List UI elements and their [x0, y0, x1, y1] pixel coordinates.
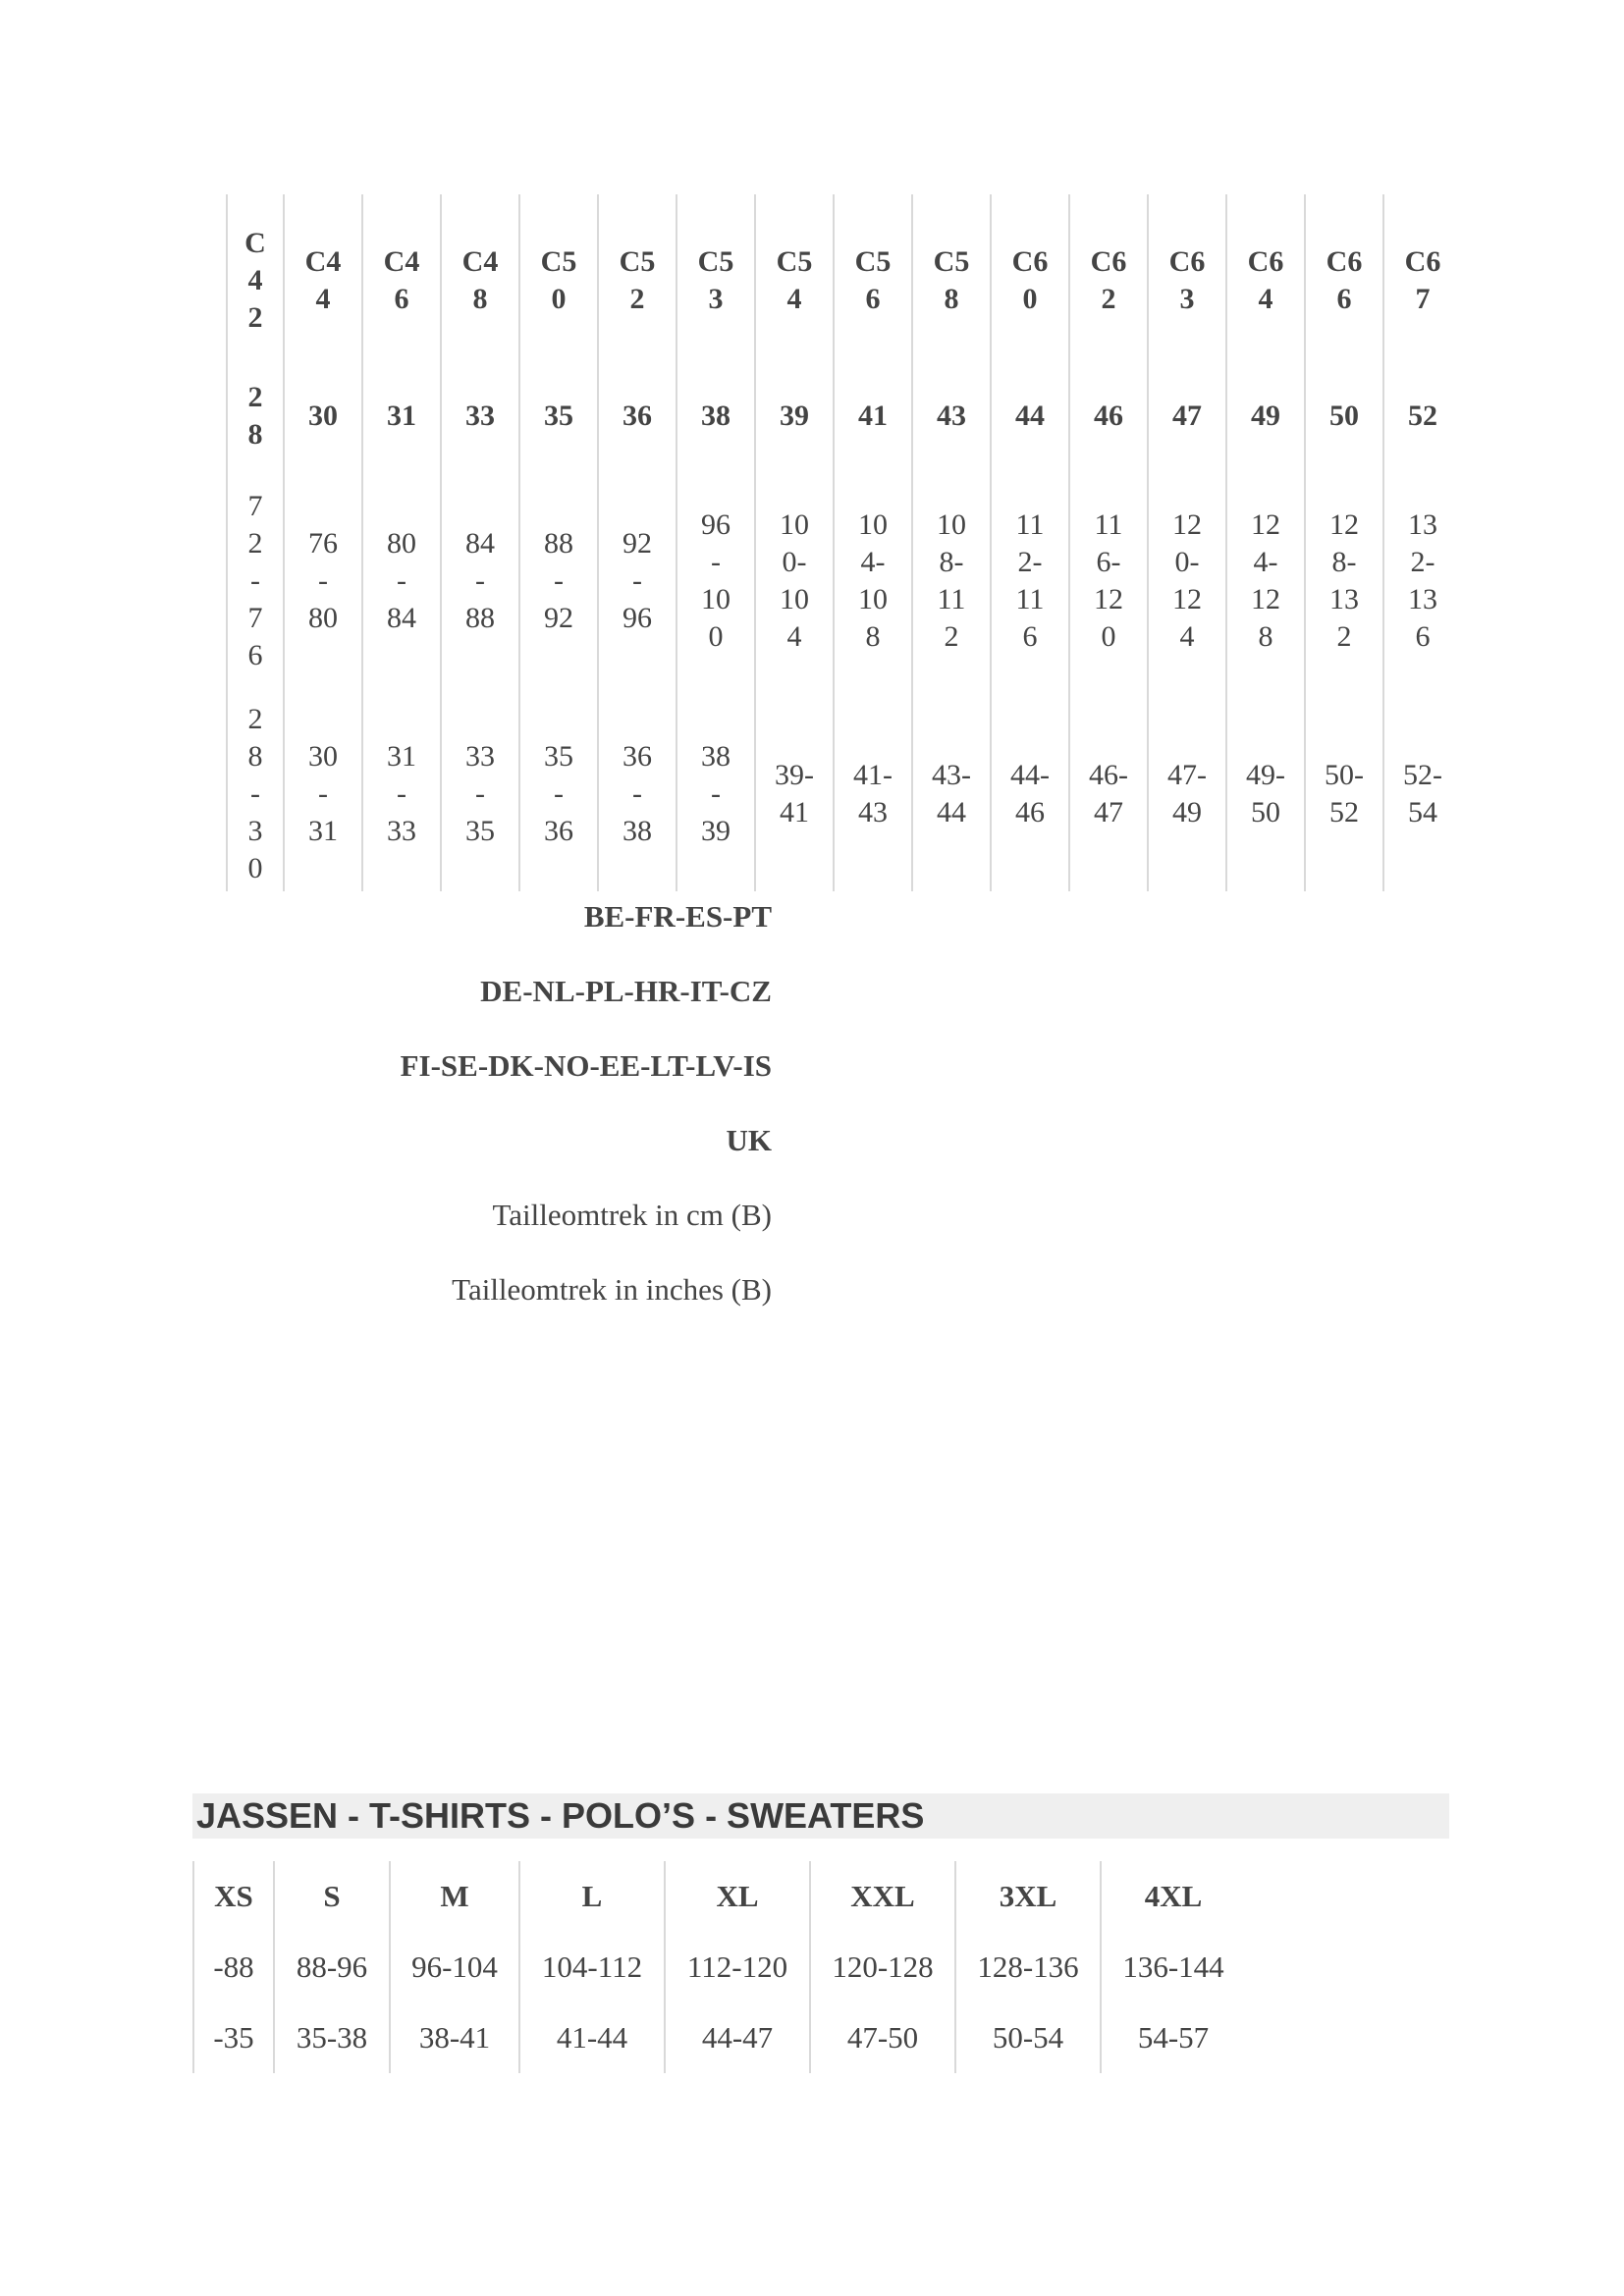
- size-cell: [912, 367, 991, 465]
- size-cell-text: 41- 43: [853, 759, 893, 828]
- size-cell: [991, 367, 1069, 465]
- jacket-size-table: [192, 1861, 1245, 2073]
- size-cell-text: 44: [1015, 400, 1045, 432]
- size-cell-text: C5 0: [540, 245, 577, 315]
- jacket-cell: 41-44: [519, 2002, 665, 2073]
- size-cell-text: C6 3: [1168, 245, 1206, 315]
- row-label-list: [295, 898, 772, 1346]
- size-cell: [598, 367, 677, 465]
- size-row-cm: [227, 465, 1461, 697]
- size-cell-text: 2 8: [247, 381, 263, 451]
- size-cell-text: 38 - 39: [701, 740, 731, 847]
- jacket-size-header: XL: [665, 1861, 810, 1932]
- size-cell: [227, 367, 284, 465]
- size-cell: [1383, 367, 1461, 465]
- size-cell-text: C4 4: [304, 245, 342, 315]
- size-cell-text: 46: [1094, 400, 1123, 432]
- jacket-size-header: L: [519, 1861, 665, 1932]
- size-cell: [1226, 465, 1305, 697]
- size-cell: [1383, 194, 1461, 367]
- size-cell: [755, 697, 834, 891]
- size-cell: [1069, 367, 1148, 465]
- size-cell-text: 12 4- 12 8: [1251, 508, 1280, 653]
- size-cell: [1305, 697, 1383, 891]
- size-cell: [1226, 697, 1305, 891]
- size-cell-text: 43: [937, 400, 966, 432]
- size-cell-text: 12 8- 13 2: [1329, 508, 1359, 653]
- jacket-size-header: M: [390, 1861, 519, 1932]
- size-cell: [598, 465, 677, 697]
- size-cell-text: 92 - 96: [623, 527, 652, 634]
- jacket-size-header: 3XL: [955, 1861, 1101, 1932]
- size-cell-text: 31: [387, 400, 416, 432]
- section-title: JASSEN - T-SHIRTS - POLO’S - SWEATERS: [196, 1795, 925, 1836]
- section-header-bar: [192, 1793, 1449, 1839]
- size-cell: [912, 465, 991, 697]
- size-cell-text: 13 2- 13 6: [1408, 508, 1437, 653]
- size-cell: [1226, 367, 1305, 465]
- jacket-row: [193, 1932, 1245, 2002]
- jacket-cell: 128-136: [955, 1932, 1101, 2002]
- size-cell-text: 44- 46: [1010, 759, 1050, 828]
- size-cell-text: 49- 50: [1246, 759, 1285, 828]
- size-cell: [441, 194, 519, 367]
- size-cell: [1305, 465, 1383, 697]
- jacket-cell: 136-144: [1101, 1932, 1245, 2002]
- jacket-cell: 54-57: [1101, 2002, 1245, 2073]
- size-cell-text: C5 4: [776, 245, 813, 315]
- size-cell: [227, 465, 284, 697]
- size-cell: [362, 465, 441, 697]
- size-cell: [834, 465, 912, 697]
- size-cell: [519, 367, 598, 465]
- size-cell-text: 47- 49: [1167, 759, 1207, 828]
- size-cell-text: 11 2- 11 6: [1015, 508, 1045, 653]
- jacket-cell: 44-47: [665, 2002, 810, 2073]
- size-cell: [441, 465, 519, 697]
- size-cell: [1383, 465, 1461, 697]
- size-cell-text: C6 0: [1011, 245, 1049, 315]
- size-cell: [519, 465, 598, 697]
- size-cell-text: 2 8 - 3 0: [247, 703, 263, 884]
- size-cell-text: 46- 47: [1089, 759, 1128, 828]
- size-cell: [519, 697, 598, 891]
- size-cell-text: 80 - 84: [387, 527, 416, 634]
- size-cell: [284, 194, 362, 367]
- size-cell: [519, 194, 598, 367]
- jacket-size-header: XS: [193, 1861, 274, 1932]
- size-cell-text: 33: [465, 400, 495, 432]
- size-cell: [834, 367, 912, 465]
- size-cell: [1148, 697, 1226, 891]
- jacket-cell: 120-128: [810, 1932, 955, 2002]
- jacket-cell: 112-120: [665, 1932, 810, 2002]
- size-cell: [912, 697, 991, 891]
- size-cell: [1148, 367, 1226, 465]
- size-cell: [441, 697, 519, 891]
- size-cell-text: 96 - 10 0: [701, 508, 731, 653]
- size-cell-text: 49: [1251, 400, 1280, 432]
- size-cell: [1148, 465, 1226, 697]
- size-cell: [755, 194, 834, 367]
- size-cell: [912, 194, 991, 367]
- size-cell: [677, 367, 755, 465]
- jacket-cell: 104-112: [519, 1932, 665, 2002]
- size-cell-text: 33 - 35: [465, 740, 495, 847]
- size-cell: [991, 194, 1069, 367]
- size-cell: [677, 194, 755, 367]
- size-cell-text: 31 - 33: [387, 740, 416, 847]
- jacket-cell: -35: [193, 2002, 274, 2073]
- size-cell-text: 41: [858, 400, 888, 432]
- size-cell-text: C5 8: [933, 245, 970, 315]
- size-cell: [1305, 194, 1383, 367]
- size-cell-text: 52- 54: [1403, 759, 1442, 828]
- size-cell: [1069, 697, 1148, 891]
- size-cell: [677, 465, 755, 697]
- size-cell: [284, 465, 362, 697]
- size-cell: [598, 697, 677, 891]
- size-cell: [755, 367, 834, 465]
- jacket-size-header: S: [274, 1861, 390, 1932]
- row-label-waist-inches: Tailleomtrek in inches (B): [452, 1272, 772, 1307]
- jacket-cell: -88: [193, 1932, 274, 2002]
- size-cell: [441, 367, 519, 465]
- size-cell-text: C4 8: [461, 245, 499, 315]
- size-cell-text: 10 4- 10 8: [858, 508, 888, 653]
- size-cell-text: 35: [544, 400, 573, 432]
- jacket-cell: 47-50: [810, 2002, 955, 2073]
- size-cell-text: C6 7: [1404, 245, 1441, 315]
- size-cell: [284, 367, 362, 465]
- size-cell-text: 10 8- 11 2: [937, 508, 966, 653]
- size-cell-text: 7 2 - 7 6: [247, 490, 263, 671]
- size-cell-text: C4 6: [383, 245, 420, 315]
- jacket-cell: 96-104: [390, 1932, 519, 2002]
- size-row-in: [227, 697, 1461, 891]
- size-cell: [1305, 367, 1383, 465]
- size-cell: [755, 465, 834, 697]
- size-cell-text: 39- 41: [775, 759, 814, 828]
- row-label-de-nl-pl-hr-it-cz: DE-NL-PL-HR-IT-CZ: [480, 974, 772, 1008]
- size-cell-text: 50- 52: [1325, 759, 1364, 828]
- jacket-header-row: [193, 1861, 1245, 1932]
- size-row-eu: [227, 367, 1461, 465]
- size-cell: [677, 697, 755, 891]
- jacket-cell: 38-41: [390, 2002, 519, 2073]
- size-cell-text: 50: [1329, 400, 1359, 432]
- jacket-cell: 50-54: [955, 2002, 1101, 2073]
- size-cell: [362, 194, 441, 367]
- size-cell-text: 43- 44: [932, 759, 971, 828]
- size-cell-text: C6 6: [1326, 245, 1363, 315]
- size-cell: [1069, 194, 1148, 367]
- row-label-fi-se-dk-no-ee-lt-lv-is: FI-SE-DK-NO-EE-LT-LV-IS: [400, 1048, 772, 1083]
- size-cell: [362, 697, 441, 891]
- size-cell-text: 35 - 36: [544, 740, 573, 847]
- size-cell-text: 84 - 88: [465, 527, 495, 634]
- size-cell-text: C5 2: [619, 245, 656, 315]
- size-cell-text: C6 2: [1090, 245, 1127, 315]
- size-cell-text: 10 0- 10 4: [780, 508, 809, 653]
- row-label-waist-cm: Tailleomtrek in cm (B): [492, 1198, 772, 1232]
- jacket-cell: 35-38: [274, 2002, 390, 2073]
- size-cell: [1226, 194, 1305, 367]
- size-cell-text: 36: [623, 400, 652, 432]
- size-cell: [598, 194, 677, 367]
- size-cell: [1148, 194, 1226, 367]
- size-cell: [227, 194, 284, 367]
- jacket-cell: 88-96: [274, 1932, 390, 2002]
- size-cell-text: 11 6- 12 0: [1094, 508, 1123, 653]
- row-label-be-fr-es-pt: BE-FR-ES-PT: [583, 899, 772, 934]
- size-cell-text: 76 - 80: [308, 527, 338, 634]
- size-cell: [834, 194, 912, 367]
- size-cell: [227, 697, 284, 891]
- size-cell: [991, 697, 1069, 891]
- size-cell-text: 88 - 92: [544, 527, 573, 634]
- size-cell: [362, 367, 441, 465]
- size-cell: [991, 465, 1069, 697]
- size-cell-text: 30: [308, 400, 338, 432]
- size-cell-text: 52: [1408, 400, 1437, 432]
- size-cell-text: C5 6: [854, 245, 892, 315]
- size-cell: [1069, 465, 1148, 697]
- size-cell-text: 30 - 31: [308, 740, 338, 847]
- size-cell-text: C 4 2: [244, 227, 266, 334]
- size-cell-text: C5 3: [697, 245, 734, 315]
- size-cell-text: 39: [780, 400, 809, 432]
- size-cell: [1383, 697, 1461, 891]
- size-cell-text: 47: [1172, 400, 1202, 432]
- jacket-row: [193, 2002, 1245, 2073]
- size-cell-text: 38: [701, 400, 731, 432]
- size-cell: [284, 697, 362, 891]
- size-conversion-table: [226, 194, 1461, 891]
- size-row-code: [227, 194, 1461, 367]
- size-cell-text: 36 - 38: [623, 740, 652, 847]
- jacket-size-header: 4XL: [1101, 1861, 1245, 1932]
- jacket-size-header: XXL: [810, 1861, 955, 1932]
- row-label-uk: UK: [726, 1123, 772, 1157]
- size-cell: [834, 697, 912, 891]
- size-cell-text: 12 0- 12 4: [1172, 508, 1202, 653]
- size-cell-text: C6 4: [1247, 245, 1284, 315]
